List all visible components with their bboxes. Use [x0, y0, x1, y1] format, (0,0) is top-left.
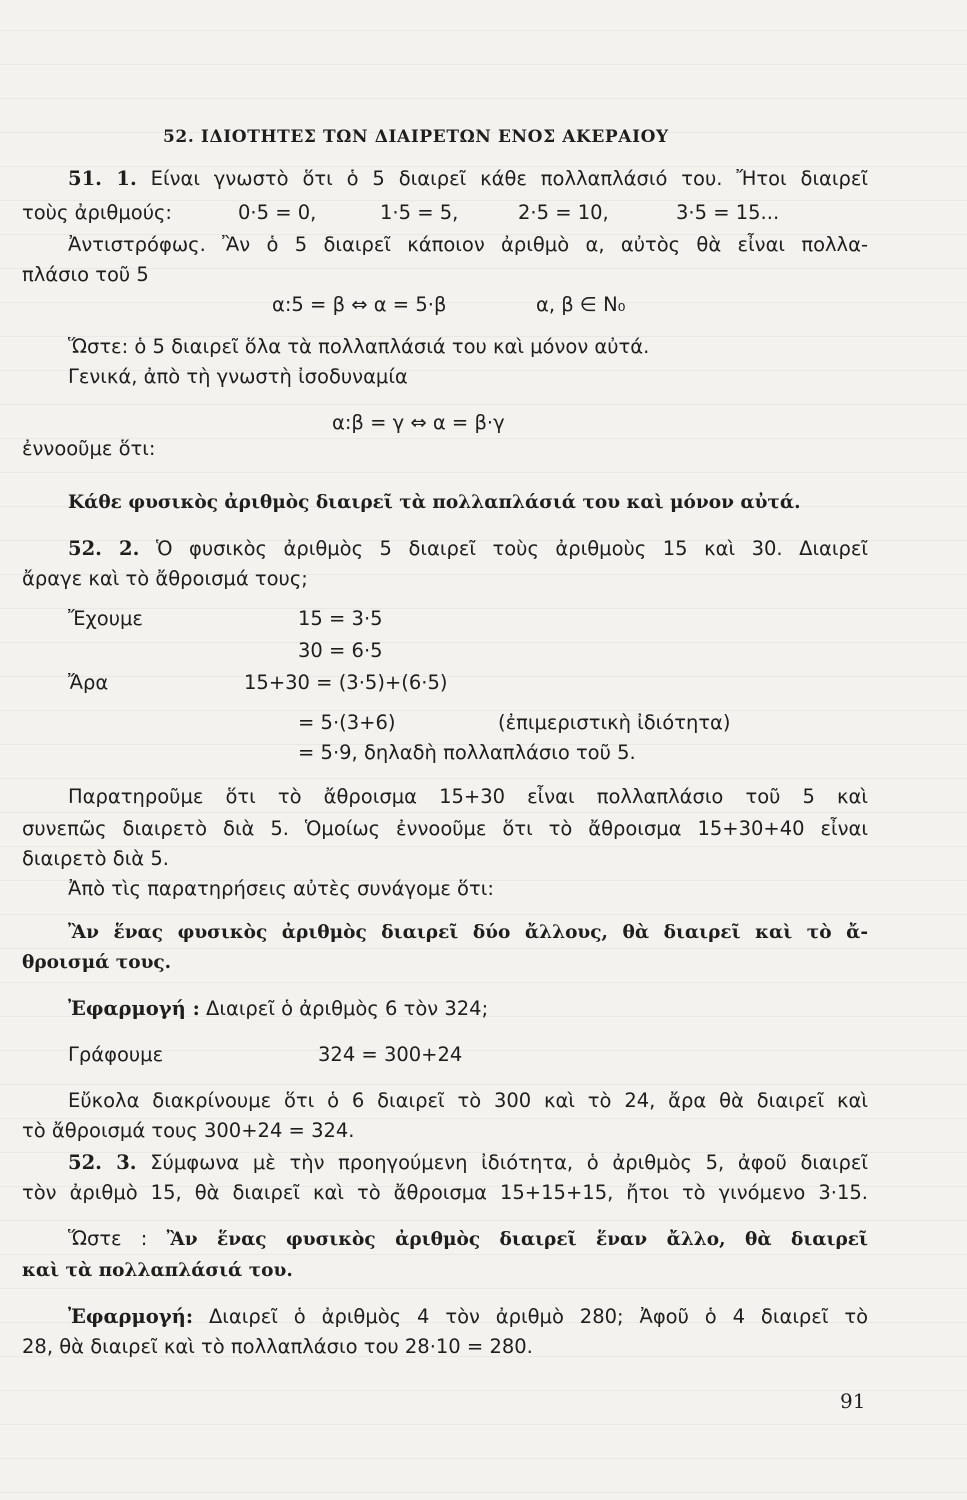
formula: = 5·(3+6): [298, 711, 396, 734]
bold-text: Ἂν ἕνας φυσικὸς ἀριθμὸς διαιρεῖ ἕναν ἄλλο, θὰ διαιρεῖ: [166, 1229, 868, 1250]
text: Ἄρα: [68, 671, 109, 694]
paragraph-line: Ἀντιστρόφως. Ἂν ὁ 5 διαιρεῖ κάποιον ἀριθμὸ α, αὐτὸς θὰ εἶναι πολλα-: [68, 233, 868, 256]
text: Είναι γνωστὸ ὅτι ὁ 5 διαιρεῖ κάθε πολλαπλάσιό του. Ἤτοι διαιρεῖ: [150, 167, 869, 190]
section-heading: 52. ΙΔΙΟΤΗΤΕΣ ΤΩΝ ΔΙΑΙΡΕΤΩΝ ΕΝΟΣ ΑΚΕΡΑΙΟΥ: [163, 127, 669, 147]
text: Διαιρεῖ ὁ ἀριθμὸς 4 τὸν ἀριθμὸ 280; Ἀφοῦ ὁ 4 διαιρεῖ τὸ: [208, 1305, 869, 1328]
paragraph-line: [68, 1150, 868, 1176]
text: Ὥστε :: [68, 1227, 148, 1250]
page-number: 91: [840, 1389, 866, 1413]
formula: 3·5 = 15...: [676, 201, 780, 224]
text: (ἐπιμεριστικὴ ἰδιότητα): [498, 711, 731, 734]
text: Ἔχουμε: [68, 607, 143, 630]
subsection-number: 52. 3.: [68, 1151, 137, 1174]
paragraph-line: [68, 166, 868, 192]
text: Ὁ φυσικὸς ἀριθμὸς 5 διαιρεῖ τοὺς ἀριθμοὺς 15 καὶ 30. Διαιρεῖ: [155, 537, 869, 560]
subsection-number: 51. 1.: [68, 167, 137, 190]
text: τοὺς ἀριθμούς:: [22, 201, 172, 224]
subsection-number: 52. 2.: [68, 537, 140, 560]
paragraph-line: 28, θὰ διαιρεῖ καὶ τὸ πολλαπλάσιο του 28·10 = 280.: [22, 1335, 533, 1358]
formula: 30 = 6·5: [298, 639, 383, 662]
text: Γράφουμε: [68, 1043, 164, 1066]
paragraph-line: συνεπῶς διαιρετὸ διὰ 5. Ὁμοίως ἐννοοῦμε ὅτι τὸ ἄθροισμα 15+30+40 εἶναι: [22, 817, 868, 840]
formula: α:5 = β ⇔ α = 5·β: [272, 293, 447, 316]
paragraph-line: διαιρετὸ διὰ 5.: [22, 847, 169, 870]
text: Διαιρεῖ ὁ ἀριθμὸς 6 τὸν 324;: [206, 997, 489, 1020]
bold-rule: [68, 1226, 868, 1253]
paragraph-line: Ὥστε: ὁ 5 διαιρεῖ ὅλα τὰ πολλαπλάσιά του καὶ μόνον αὐτά.: [68, 335, 650, 358]
formula: α:β = γ ⇔ α = β·γ: [332, 411, 505, 434]
formula: 324 = 300+24: [318, 1043, 463, 1066]
application-label: Ἐφαρμογή:: [68, 1305, 194, 1328]
paragraph-line: [68, 536, 868, 562]
formula: α, β ∈ N₀: [536, 293, 626, 316]
paragraph-line: τὸν ἀριθμὸ 15, θὰ διαιρεῖ καὶ τὸ ἄθροισμα 15+15+15, ἤτοι τὸ γινόμενο 3·15.: [22, 1181, 868, 1204]
formula: 15 = 3·5: [298, 607, 383, 630]
paragraph-line: Εὔκολα διακρίνουμε ὅτι ὁ 6 διαιρεῖ τὸ 300 καὶ τὸ 24, ἄρα θὰ διαιρεῖ καὶ: [68, 1089, 868, 1112]
formula: 0·5 = 0,: [238, 201, 317, 224]
bold-rule: Ἂν ἕνας φυσικὸς ἀριθμὸς διαιρεῖ δύο ἄλλους, θὰ διαιρεῖ καὶ τὸ ἄ-: [68, 922, 868, 943]
bold-rule: καὶ τὰ πολλαπλάσιά του.: [22, 1260, 293, 1281]
bold-rule: θροισμά τους.: [22, 952, 172, 973]
formula: 1·5 = 5,: [380, 201, 459, 224]
text: Σύμφωνα μὲ τὴν προηγούμενη ἰδιότητα, ὁ ἀριθμὸς 5, ἀφοῦ διαιρεῖ: [150, 1151, 868, 1174]
formula: = 5·9, δηλαδὴ πολλαπλάσιο τοῦ 5.: [298, 741, 636, 764]
application-label: Ἐφαρμογή :: [68, 997, 200, 1020]
paragraph-line: Γενικά, ἀπὸ τὴ γνωστὴ ἰσοδυναμία: [68, 365, 408, 388]
paragraph-line: τὸ ἄθροισμά τους 300+24 = 324.: [22, 1119, 355, 1142]
paragraph-line: ἄραγε καὶ τὸ ἄθροισμά τους;: [22, 567, 308, 590]
formula: 15+30 = (3·5)+(6·5): [244, 671, 448, 694]
paragraph-line: πλάσιο τοῦ 5: [22, 263, 149, 286]
paragraph-line: [22, 200, 172, 226]
formula: 2·5 = 10,: [518, 201, 609, 224]
application-line: [68, 1304, 868, 1330]
paragraph-line: Παρατηροῦμε ὅτι τὸ ἄθροισμα 15+30 εἶναι πολλαπλάσιο τοῦ 5 καὶ: [68, 785, 868, 808]
application-line: [68, 996, 488, 1022]
bold-rule: Κάθε φυσικὸς ἀριθμὸς διαιρεῖ τὰ πολλαπλάσιά του καὶ μόνον αὐτά.: [68, 492, 801, 513]
paragraph-line: ἐννοοῦμε ὅτι:: [22, 437, 156, 460]
paragraph-line: Ἀπὸ τὶς παρατηρήσεις αὐτὲς συνάγομε ὅτι:: [68, 877, 494, 900]
